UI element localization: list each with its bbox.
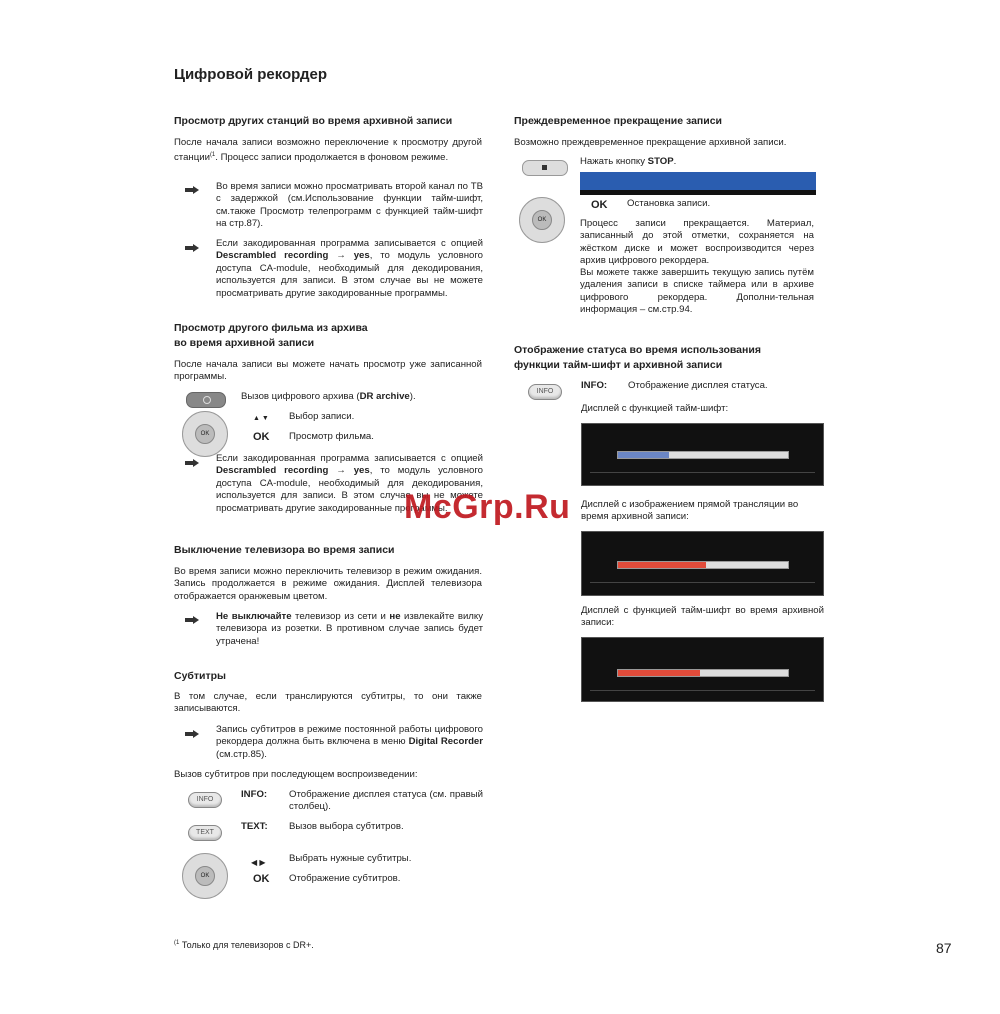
para-other-stations: После начала записи возможно переключение к просмотру другой станции$^{(1}$. Процесс записи продолжается в фоновом режиме. [174, 137, 482, 164]
para-tv-off: Во время записи можно переключить телевизор в режим ожидания. Запись продолжается в режиме ожидания. Дисплей телевизора отображается оранжевым цветом. [174, 566, 482, 602]
para-other-film: После начала записи вы можете начать просмотр уже записанной программы. [174, 359, 482, 383]
para-stop-body2: Вы можете также завершить текущую запись путём удаления записи в списке таймера или в архиве цифрового рекордера. Дополни-тельная информация – см.стр.94. [580, 267, 814, 316]
ok-button[interactable]: OK [532, 210, 552, 230]
label-press-stop: Нажать кнопку STOP. [580, 156, 677, 167]
navigation-wheel[interactable] [182, 411, 228, 457]
footnote-ref: (1 [209, 152, 216, 159]
navigation-wheel[interactable] [182, 853, 228, 899]
progress-bar [617, 451, 789, 459]
heading-other-stations: Просмотр других станций во время архивной записи [174, 115, 453, 127]
stop-icon [542, 165, 547, 170]
heading-subtitles: Субтитры [174, 670, 227, 682]
bullet-descrambled-1: Если закодированная программа записывается с опцией Descrambled recording → yes, то модуль условного доступа CA-module, необходимый для декодирования, используется для записи. В этом случае вы не можете просматривать другие закодированные программы. [216, 238, 483, 299]
label-select-record: Выбор записи. [289, 411, 355, 422]
stop-button[interactable] [522, 160, 568, 176]
ok-icon: OK [253, 431, 270, 443]
status-display-live-recording [581, 531, 824, 596]
ok-button[interactable]: OK [195, 866, 215, 886]
footnote: $^{(1}$ Только для телевизоров с DR+. [174, 940, 314, 950]
bullet-descrambled-2: Если закодированная программа записывается с опцией Descrambled recording → yes, то модуль условного доступа CA-module, необходимый для декодирования, используется для записи. В этом случае вы не можете просматривать другие закодированные программы. [216, 453, 483, 514]
up-down-arrows-icon: ▲ ▼ [253, 415, 269, 422]
label-dr-archive: Вызов цифрового архива (DR archive). [241, 391, 416, 402]
arrow-bullet-icon [185, 459, 199, 467]
label-stop-recording: Остановка записи. [627, 198, 711, 209]
caption-live-recording: Дисплей с изображением прямой трансляции во время архивной записи: [581, 499, 799, 523]
watermark: McGrp.Ru [404, 488, 571, 526]
dr-archive-button[interactable] [186, 392, 226, 408]
heading-other-film: Просмотр другого фильма из архива во время архивной записи [174, 322, 368, 349]
arrow-bullet-icon [185, 616, 199, 624]
ok-icon: OK [591, 199, 608, 211]
caption-timeshift: Дисплей с функцией тайм-шифт: [581, 403, 729, 414]
progress-bar [617, 561, 789, 569]
para-stop-intro: Возможно преждевременное прекращение архивной записи. [514, 137, 787, 148]
text-button[interactable]: TEXT [188, 825, 222, 841]
heading-tv-off: Выключение телевизора во время записи [174, 544, 395, 556]
arrow-bullet-icon [185, 730, 199, 738]
caption-timeshift-recording: Дисплей с функцией тайм-шифт во время архивной записи: [581, 605, 824, 629]
left-right-arrows-icon: ◀ ▶ [251, 858, 266, 867]
progress-bar [617, 669, 789, 677]
text-key-desc: Вызов выбора субтитров. [289, 821, 404, 832]
para-call-subtitles: Вызов субтитров при последующем воспроизведении: [174, 769, 418, 780]
heading-stop-recording: Преждевременное прекращение записи [514, 115, 723, 127]
bullet-timeshift: Во время записи можно просматривать второй канал по ТВ с задержкой (см.Использование функции тайм-шифт, см.также Просмотр телепрограмм с функцией тайм-шифт на стр.87). [216, 181, 483, 230]
info-button[interactable]: INFO [188, 792, 222, 808]
bullet-subtitle-recording: Запись субтитров в режиме постоянной работы цифрового рекордера должна быть включена в меню Digital Recorder (см.стр.85). [216, 724, 484, 760]
page-title: Цифровой рекордер [174, 66, 327, 83]
stop-dialog-bar [580, 172, 816, 195]
status-display-timeshift-recording [581, 637, 824, 702]
info-key-label: INFO: [241, 789, 268, 800]
arrow-bullet-icon [185, 186, 199, 194]
info-key-label: INFO: [581, 380, 608, 391]
navigation-wheel[interactable] [519, 197, 565, 243]
para-stop-body: Процесс записи прекращается. Материал, записанный до этой отметки, сохраняется на жёстком диске и может воспроизводится через архив цифрового рекордера. [580, 218, 814, 267]
info-key-desc: Отображение дисплея статуса. [628, 380, 768, 391]
text-key-label: TEXT: [241, 821, 268, 832]
ok-icon: OK [253, 873, 270, 885]
status-display-timeshift [581, 423, 824, 486]
archive-icon [203, 396, 211, 404]
ok-button[interactable]: OK [195, 424, 215, 444]
label-show-subtitles: Отображение субтитров. [289, 873, 401, 884]
page-number: 87 [936, 940, 952, 956]
arrow-bullet-icon [185, 244, 199, 252]
info-key-desc: Отображение дисплея статуса (см. правый столбец). [289, 789, 483, 813]
bullet-do-not-unplug: Не выключайте телевизор из сети и не извлекайте вилку телевизора из розетки. В противном случае запись будет утрачена! [216, 611, 484, 647]
info-button[interactable]: INFO [528, 384, 562, 400]
label-choose-subtitles: Выбрать нужные субтитры. [289, 853, 412, 864]
label-view-film: Просмотр фильма. [289, 431, 374, 442]
para-subtitles: В том случае, если транслируются субтитры, то они также записываются. [174, 691, 482, 715]
heading-status-display: Отображение статуса во время использования функции тайм-шифт и архивной записи [514, 344, 761, 371]
